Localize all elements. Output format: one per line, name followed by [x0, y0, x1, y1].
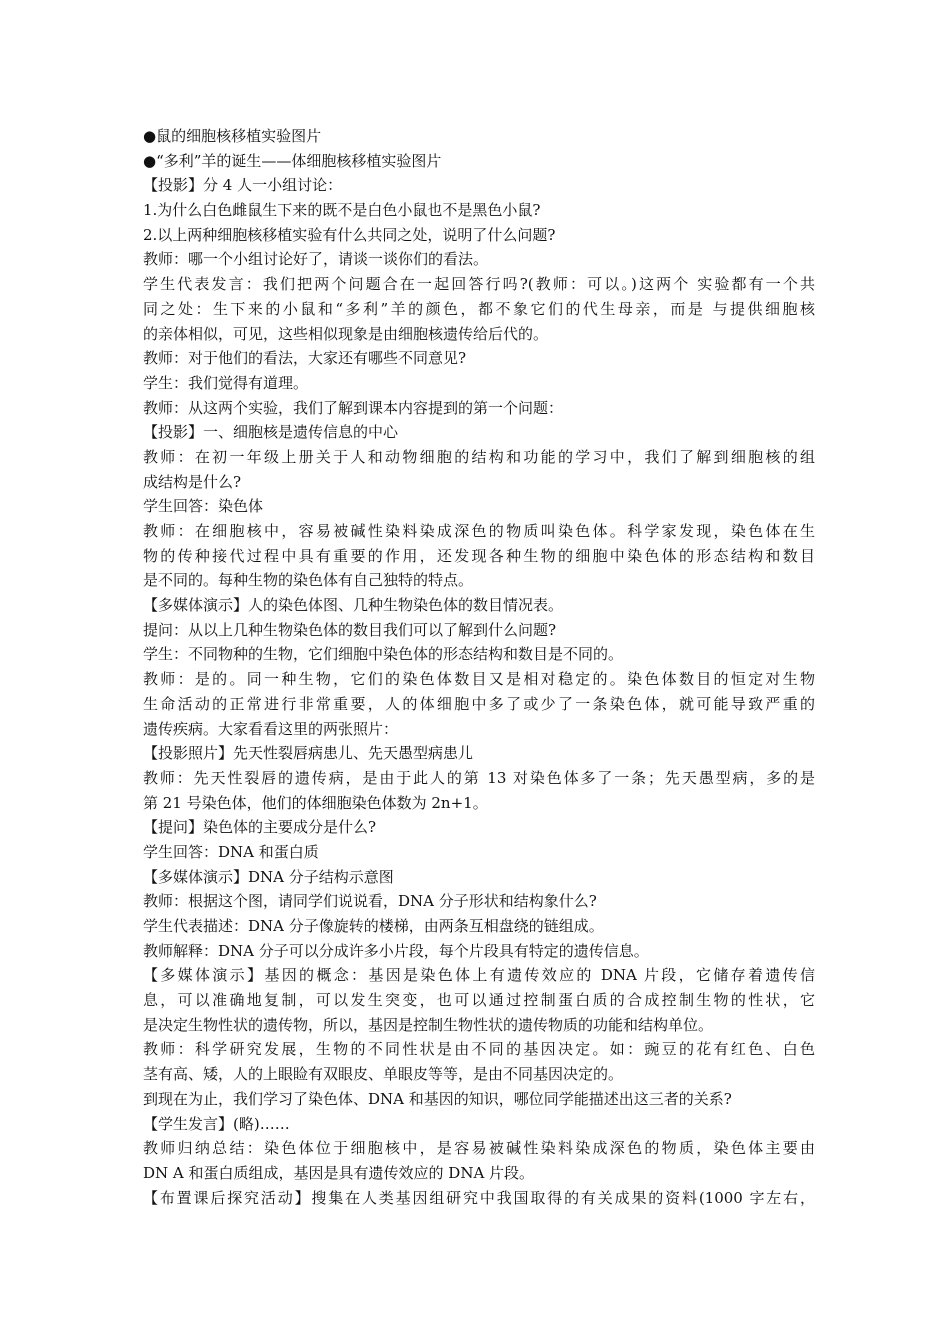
text-line: 学生：不同物种的生物，它们细胞中染色体的形态结构和数目是不同的。: [143, 645, 624, 664]
text-line: 学生代表描述：DNA 分子像旋转的楼梯，由两条互相盘绕的链组成。: [143, 917, 604, 935]
text-line: 教师归纳总结：染色体位于细胞核中，是容易被碱性染料染成深色的物质，染色体主要由: [143, 1139, 815, 1158]
text-line: 同之处：生下来的小鼠和“多利”羊的颜色，都不象它们的代生母亲，而是 与提供细胞核: [143, 299, 815, 318]
text-line: 教师：科学研究发展，生物的不同性状是由不同的基因决定。如：豌豆的花有红色、白色: [143, 1040, 815, 1059]
text-line: 教师：先天性裂唇的遗传病，是由于此人的第 13 对染色体多了一条；先天愚型病，多的是: [143, 768, 815, 787]
text-line: 教师：在细胞核中，容易被碱性染料染成深色的物质叫染色体。科学家发现，染色体在生: [143, 522, 815, 540]
document-body: [143, 124, 815, 1210]
text-line: 是不同的。每种生物的染色体有自己独特的特点。: [143, 571, 474, 590]
text-line: 成结构是什么?: [143, 472, 242, 491]
text-line: 学生代表发言：我们把两个问题合在一起回答行吗?(教师：可以。)这两个 实验都有一个共: [143, 275, 815, 294]
text-line: 【多媒体演示】人的染色体图、几种生物染色体的数目情况表。: [143, 596, 564, 615]
text-line: 【投影照片】先天性裂唇病患儿、先天愚型病患儿: [143, 744, 474, 763]
text-line: 1.为什么白色雌鼠生下来的既不是白色小鼠也不是黑色小鼠?: [143, 201, 541, 220]
text-line: 教师：根据这个图，请同学们说说看，DNA 分子形状和结构象什么?: [143, 892, 597, 911]
text-line: 教师：从这两个实验，我们了解到课本内容提到的第一个问题：: [143, 398, 564, 417]
text-line: 【投影】一、细胞核是遗传信息的中心: [143, 423, 399, 442]
text-line: ●“多利”羊的诞生——体细胞核移植实验图片: [143, 151, 442, 170]
text-line: 提问：从以上几种生物染色体的数目我们可以了解到什么问题?: [143, 620, 557, 639]
text-line: 学生：我们觉得有道理。: [143, 373, 309, 392]
text-line: 是决定生物性状的遗传物，所以，基因是控制生物性状的遗传物质的功能和结构单位。: [143, 1015, 714, 1034]
text-line: 教师：哪一个小组讨论好了，请谈一谈你们的看法。: [143, 250, 489, 269]
text-line: 学生回答：DNA 和蛋白质: [143, 842, 319, 861]
text-line: 【学生发言】(略)……: [143, 1114, 290, 1133]
text-line: 的亲体相似，可见，这些相似现象是由细胞核遗传给后代的。: [143, 324, 549, 343]
text-line: 茎有高、矮，人的上眼睑有双眼皮、单眼皮等等，是由不同基因决定的。: [143, 1065, 624, 1084]
text-line: 【投影】分 4 人一小组讨论：: [143, 176, 343, 195]
text-line: 息，可以准确地复制，可以发生突变，也可以通过控制蛋白质的合成控制生物的性状，它: [143, 991, 815, 1010]
text-line: 教师：是的。同一种生物，它们的染色体数目又是相对稳定的。染色体数目的恒定对生物: [143, 670, 815, 689]
text-line: 教师：对于他们的看法，大家还有哪些不同意见?: [143, 349, 467, 368]
text-line: 第 21 号染色体，他们的体细胞染色体数为 2n+1。: [143, 793, 488, 812]
text-line: 物的传种接代过程中具有重要的作用，还发现各种生物的细胞中染色体的形态结构和数目: [143, 546, 815, 565]
text-line: 【布置课后探究活动】搜集在人类基因组研究中我国取得的有关成果的资料(1000 字左右，: [143, 1188, 815, 1207]
text-line: 教师：在初一年级上册关于人和动物细胞的结构和功能的学习中，我们了解到细胞核的组: [143, 447, 815, 466]
text-line: 教师解释：DNA 分子可以分成许多小片段，每个片段具有特定的遗传信息。: [143, 941, 649, 960]
text-line: 遗传疾病。大家看看这里的两张照片：: [143, 719, 399, 738]
text-line: DN A 和蛋白质组成，基因是具有遗传效应的 DNA 片段。: [143, 1163, 535, 1182]
text-line: 到现在为止，我们学习了染色体、DNA 和基因的知识，哪位同学能描述出这三者的关系?: [143, 1089, 732, 1108]
text-line: 【多媒体演示】基因的概念：基因是染色体上有遗传效应的 DNA 片段，它储存着遗传信: [143, 966, 815, 985]
text-line: ●鼠的细胞核移植实验图片: [143, 127, 322, 145]
text-line: 2.以上两种细胞核移植实验有什么共同之处，说明了什么问题?: [143, 225, 556, 244]
text-line: 学生回答：染色体: [143, 497, 264, 516]
text-line: 【多媒体演示】DNA 分子结构示意图: [143, 867, 394, 886]
text-line: 【提问】染色体的主要成分是什么?: [143, 818, 377, 837]
text-line: 生命活动的正常进行非常重要，人的体细胞中多了或少了一条染色体，就可能导致严重的: [143, 694, 815, 713]
